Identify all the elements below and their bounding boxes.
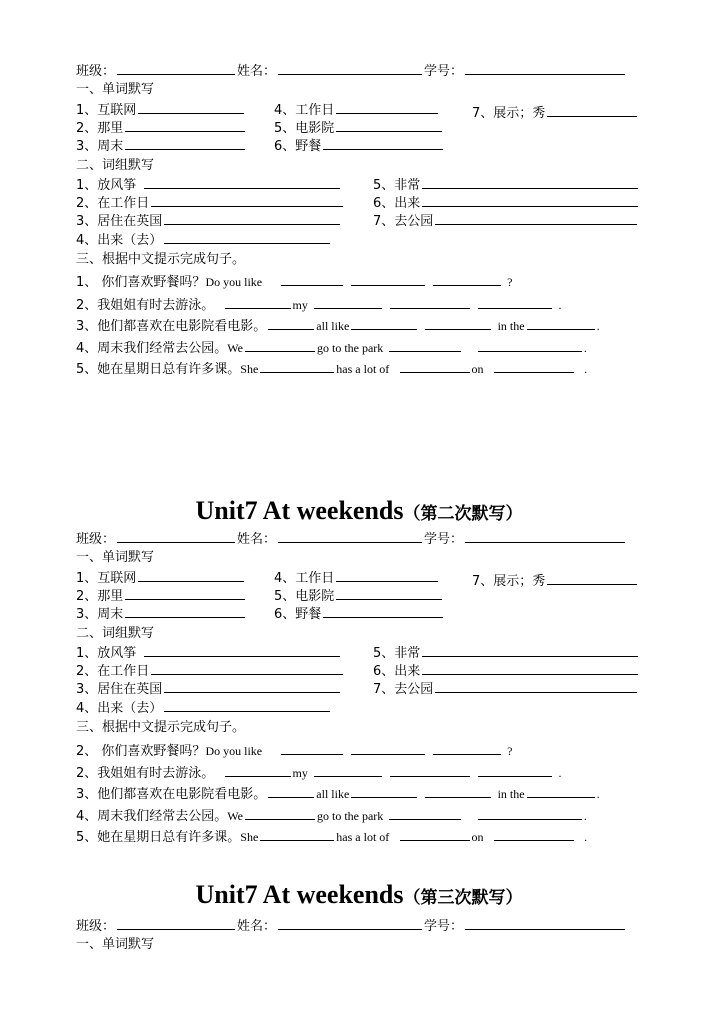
id-label: 学号： xyxy=(424,532,464,547)
word-blank[interactable] xyxy=(138,101,244,114)
answer-blank[interactable] xyxy=(281,273,343,286)
id-label: 学号： xyxy=(424,64,464,79)
word-item-5: 5、电影院 xyxy=(274,587,444,605)
word-item-6: 6、野餐 xyxy=(274,137,445,155)
sentence-4: 4、周末我们经常去公园。We go to the park . xyxy=(76,809,587,824)
phrase-item-5: 5、非常 xyxy=(373,176,640,194)
answer-blank[interactable] xyxy=(478,807,582,820)
sentence-3: 3、他们都喜欢在电影院看电影。 all like in the . xyxy=(76,319,600,334)
word-item-4: 4、工作日 xyxy=(274,569,440,587)
answer-blank[interactable] xyxy=(527,317,595,330)
answer-blank[interactable] xyxy=(245,339,315,352)
answer-blank[interactable] xyxy=(494,360,574,373)
word-item-7: 7、展示；秀 xyxy=(472,104,639,122)
answer-blank[interactable] xyxy=(351,273,425,286)
answer-blank[interactable] xyxy=(389,339,461,352)
phrase-blank[interactable] xyxy=(164,680,340,693)
answer-blank[interactable] xyxy=(478,296,552,309)
word-blank[interactable] xyxy=(125,605,245,618)
phrase-item-4: 4、出来（去） xyxy=(76,699,332,717)
word-blank[interactable] xyxy=(336,101,438,114)
sentence-5: 5、她在星期日总有许多课。She has a lot of on . xyxy=(76,362,588,377)
word-blank[interactable] xyxy=(336,119,442,132)
word-item-6: 6、野餐 xyxy=(274,605,445,623)
phrase-blank[interactable] xyxy=(151,194,343,207)
section-sentences-heading: 三、根据中文提示完成句子。 xyxy=(76,252,246,267)
answer-blank[interactable] xyxy=(351,317,417,330)
word-blank[interactable] xyxy=(323,137,443,150)
phrase-blank[interactable] xyxy=(435,212,637,225)
class-label: 班级： xyxy=(76,532,116,547)
class-blank[interactable] xyxy=(117,530,235,543)
answer-blank[interactable] xyxy=(478,339,582,352)
id-blank[interactable] xyxy=(465,917,625,930)
class-blank[interactable] xyxy=(117,62,235,75)
word-item-3: 3、周末 xyxy=(76,137,247,155)
phrase-blank[interactable] xyxy=(164,231,330,244)
phrase-blank[interactable] xyxy=(435,680,637,693)
header-row xyxy=(76,62,627,80)
answer-blank[interactable] xyxy=(400,360,470,373)
worksheet-title-2: Unit7 At weekends（第二次默写） xyxy=(195,496,523,525)
word-item-5: 5、电影院 xyxy=(274,119,444,137)
answer-blank[interactable] xyxy=(351,785,417,798)
class-blank[interactable] xyxy=(117,917,235,930)
phrase-blank[interactable] xyxy=(144,176,340,189)
phrase-item-1: 1、放风筝 xyxy=(76,644,342,662)
answer-blank[interactable] xyxy=(478,764,552,777)
answer-blank[interactable] xyxy=(281,742,343,755)
header-row xyxy=(76,917,627,935)
word-blank[interactable] xyxy=(138,569,244,582)
phrase-item-1: 1、放风筝 xyxy=(76,176,342,194)
answer-blank[interactable] xyxy=(433,273,501,286)
phrase-blank[interactable] xyxy=(422,644,638,657)
phrase-item-2: 2、在工作日 xyxy=(76,194,345,212)
phrase-blank[interactable] xyxy=(144,644,340,657)
section-words-heading: 一、单词默写 xyxy=(76,82,155,97)
section-words-heading: 一、单词默写 xyxy=(76,550,155,565)
word-item-2: 2、那里 xyxy=(76,587,247,605)
sentence-5: 5、她在星期日总有许多课。She has a lot of on . xyxy=(76,830,588,845)
header-row xyxy=(76,530,627,548)
answer-blank[interactable] xyxy=(494,828,574,841)
phrase-blank[interactable] xyxy=(422,176,638,189)
word-blank[interactable] xyxy=(323,605,443,618)
phrase-item-2: 2、在工作日 xyxy=(76,662,345,680)
word-item-3: 3、周末 xyxy=(76,605,247,623)
name-label: 姓名： xyxy=(237,532,277,547)
class-label: 班级： xyxy=(76,64,116,79)
phrase-blank[interactable] xyxy=(151,662,343,675)
id-blank[interactable] xyxy=(465,530,625,543)
answer-blank[interactable] xyxy=(268,317,314,330)
answer-blank[interactable] xyxy=(433,742,501,755)
section-phrases-heading: 二、词组默写 xyxy=(76,626,155,641)
phrase-blank[interactable] xyxy=(164,212,340,225)
id-label: 学号： xyxy=(424,919,464,934)
id-blank[interactable] xyxy=(465,62,625,75)
word-blank[interactable] xyxy=(125,137,245,150)
class-label: 班级： xyxy=(76,919,116,934)
phrase-item-7: 7、去公园 xyxy=(373,212,639,230)
name-blank[interactable] xyxy=(278,62,422,75)
answer-blank[interactable] xyxy=(425,317,491,330)
word-blank[interactable] xyxy=(547,572,637,585)
phrase-item-6: 6、出来 xyxy=(373,194,640,212)
word-blank[interactable] xyxy=(547,104,637,117)
phrase-blank[interactable] xyxy=(422,662,638,675)
phrase-blank[interactable] xyxy=(422,194,638,207)
answer-blank[interactable] xyxy=(314,296,382,309)
answer-blank[interactable] xyxy=(390,296,470,309)
section-words-heading: 一、单词默写 xyxy=(76,937,155,952)
word-blank[interactable] xyxy=(125,587,245,600)
word-item-1: 1、互联网 xyxy=(76,101,246,119)
phrase-blank[interactable] xyxy=(164,699,330,712)
sentence-2: 2、我姐姐有时去游泳。 my . xyxy=(76,766,562,781)
phrase-item-6: 6、出来 xyxy=(373,662,640,680)
phrase-item-3: 3、居住在英国 xyxy=(76,680,342,698)
word-blank[interactable] xyxy=(125,119,245,132)
answer-blank[interactable] xyxy=(425,785,491,798)
answer-blank[interactable] xyxy=(245,807,315,820)
answer-blank[interactable] xyxy=(389,807,461,820)
name-label: 姓名： xyxy=(237,64,277,79)
phrase-item-7: 7、去公园 xyxy=(373,680,639,698)
section-sentences-heading: 三、根据中文提示完成句子。 xyxy=(76,720,246,735)
word-blank[interactable] xyxy=(336,587,442,600)
word-item-1: 1、互联网 xyxy=(76,569,246,587)
answer-blank[interactable] xyxy=(314,764,382,777)
answer-blank[interactable] xyxy=(260,828,334,841)
answer-blank[interactable] xyxy=(400,828,470,841)
answer-blank[interactable] xyxy=(390,764,470,777)
name-blank[interactable] xyxy=(278,917,422,930)
answer-blank[interactable] xyxy=(260,360,334,373)
phrase-item-5: 5、非常 xyxy=(373,644,640,662)
sentence-3: 3、他们都喜欢在电影院看电影。 all like in the . xyxy=(76,787,600,802)
worksheet-title-3: Unit7 At weekends（第三次默写） xyxy=(195,880,523,909)
answer-blank[interactable] xyxy=(268,785,314,798)
section-phrases-heading: 二、词组默写 xyxy=(76,158,155,173)
word-item-2: 2、那里 xyxy=(76,119,247,137)
word-item-4: 4、工作日 xyxy=(274,101,440,119)
sentence-2: 2、我姐姐有时去游泳。 my . xyxy=(76,298,562,313)
phrase-item-4: 4、出来（去） xyxy=(76,231,332,249)
sentence-4: 4、周末我们经常去公园。We go to the park . xyxy=(76,341,587,356)
name-label: 姓名： xyxy=(237,919,277,934)
answer-blank[interactable] xyxy=(225,296,291,309)
answer-blank[interactable] xyxy=(351,742,425,755)
answer-blank[interactable] xyxy=(527,785,595,798)
word-blank[interactable] xyxy=(336,569,438,582)
answer-blank[interactable] xyxy=(225,764,291,777)
sentence-1: 2、 你们喜欢野餐吗？Do you like ? xyxy=(76,744,513,759)
word-item-7: 7、展示；秀 xyxy=(472,572,639,590)
sentence-1: 1、 你们喜欢野餐吗？Do you like ? xyxy=(76,275,513,290)
phrase-item-3: 3、居住在英国 xyxy=(76,212,342,230)
name-blank[interactable] xyxy=(278,530,422,543)
